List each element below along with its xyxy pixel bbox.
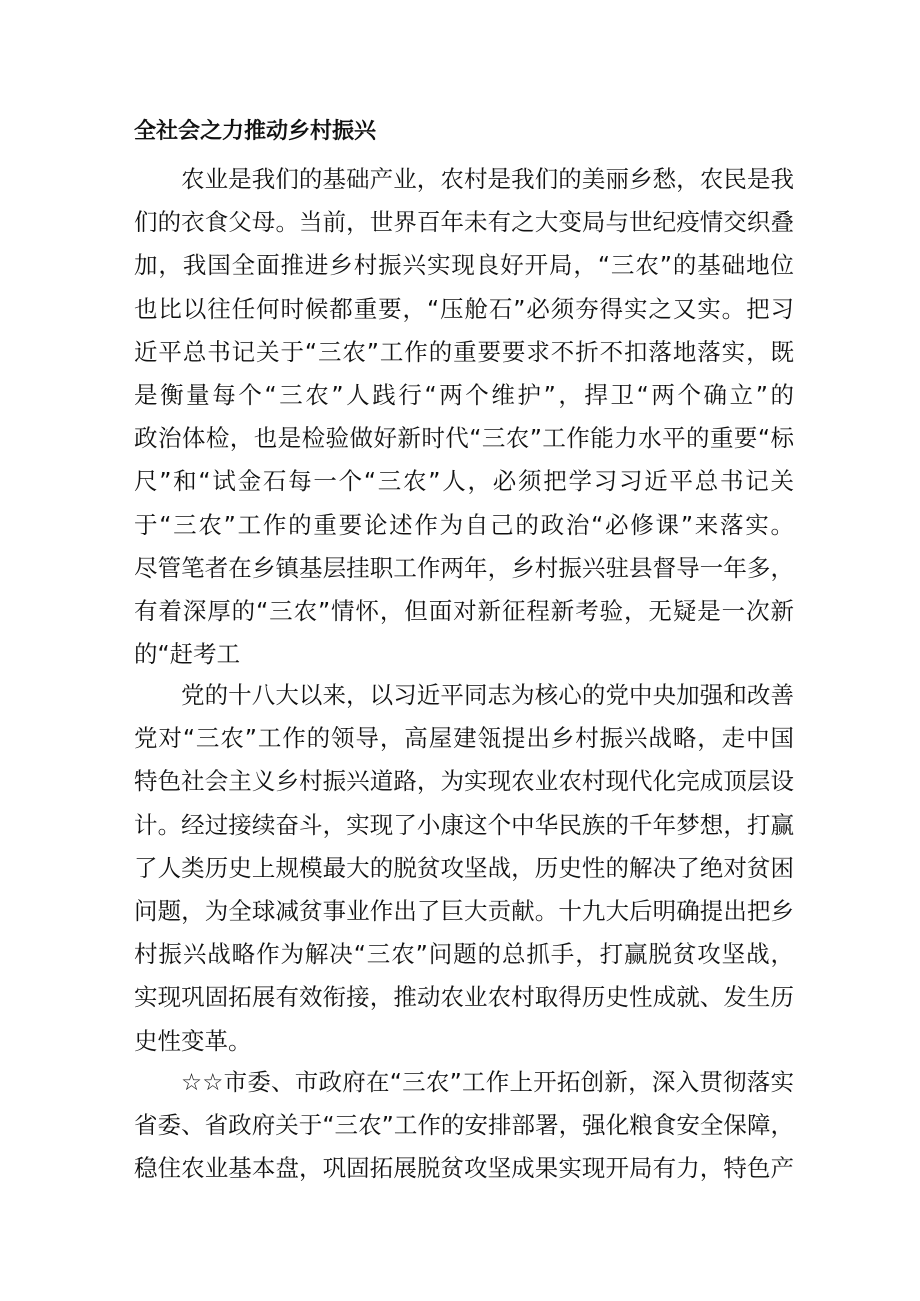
paragraph-3 [134, 1061, 794, 1191]
paragraph-1 [134, 158, 794, 676]
text-line: 党对“三农”工作的领导，高屋建瓴提出乡村振兴战略，走中国 [134, 724, 794, 753]
text-line: 尽管笔者在乡镇基层挂职工作两年，乡村振兴驻县督导一年多， [134, 553, 794, 582]
text-line: 尺”和“试金石每一个“三农”人，必须把学习习近平总书记关 [134, 467, 794, 496]
text-line: 计。经过接续奋斗，实现了小康这个中华民族的千年梦想，打赢 [134, 810, 794, 839]
text-line: 问题，为全球减贫事业作出了巨大贡献。十九大后明确提出把乡 [134, 896, 794, 925]
text-line: 农业是我们的基础产业，农村是我们的美丽乡愁，农民是我 [181, 165, 794, 193]
text-line: 们的衣食父母。当前，世界百年未有之大变局与世纪疫情交织叠 [134, 208, 794, 237]
text-line: 也比以往任何时候都重要，“压舱石”必须夯得实之又实。把习 [134, 294, 794, 323]
text-line: 于“三农”工作的重要论述作为自己的政治“必修课”来落实。 [134, 510, 794, 539]
text-line: 的“赶考工 [134, 640, 241, 669]
text-line: ☆☆市委、市政府在“三农”工作上开拓创新，深入贯彻落实 [181, 1068, 794, 1096]
text-line: 实现巩固拓展有效衔接，推动农业农村取得历史性成就、发生历 [134, 983, 794, 1012]
text-line: 史性变革。 [134, 1026, 252, 1055]
text-line: 了人类历史上规模最大的脱贫攻坚战，历史性的解决了绝对贫困 [134, 853, 794, 882]
text-line: 党的十八大以来，以习近平同志为核心的党中央加强和改善 [181, 681, 794, 709]
text-line: 特色社会主义乡村振兴道路，为实现农业农村现代化完成顶层设 [134, 767, 794, 796]
document-heading: 全社会之力推动乡村振兴 [134, 119, 377, 144]
text-line: 加，我国全面推进乡村振兴实现良好开局，“三农”的基础地位 [134, 251, 794, 280]
paragraph-2 [134, 674, 794, 1063]
text-line: 省委、省政府关于“三农”工作的安排部署，强化粮食安全保障， [134, 1111, 794, 1140]
text-line: 村振兴战略作为解决“三农”问题的总抓手，打赢脱贫攻坚战， [134, 940, 794, 969]
text-line: 近平总书记关于“三农”工作的重要要求不折不扣落地落实，既 [134, 337, 794, 366]
text-line: 有着深厚的“三农”情怀，但面对新征程新考验，无疑是一次新 [134, 596, 794, 625]
text-line: 是衡量每个“三农”人践行“两个维护”，捍卫“两个确立”的 [134, 380, 794, 409]
text-line: 政治体检，也是检验做好新时代“三农”工作能力水平的重要“标 [134, 424, 794, 453]
text-line: 稳住农业基本盘，巩固拓展脱贫攻坚成果实现开局有力，特色产 [134, 1154, 794, 1183]
